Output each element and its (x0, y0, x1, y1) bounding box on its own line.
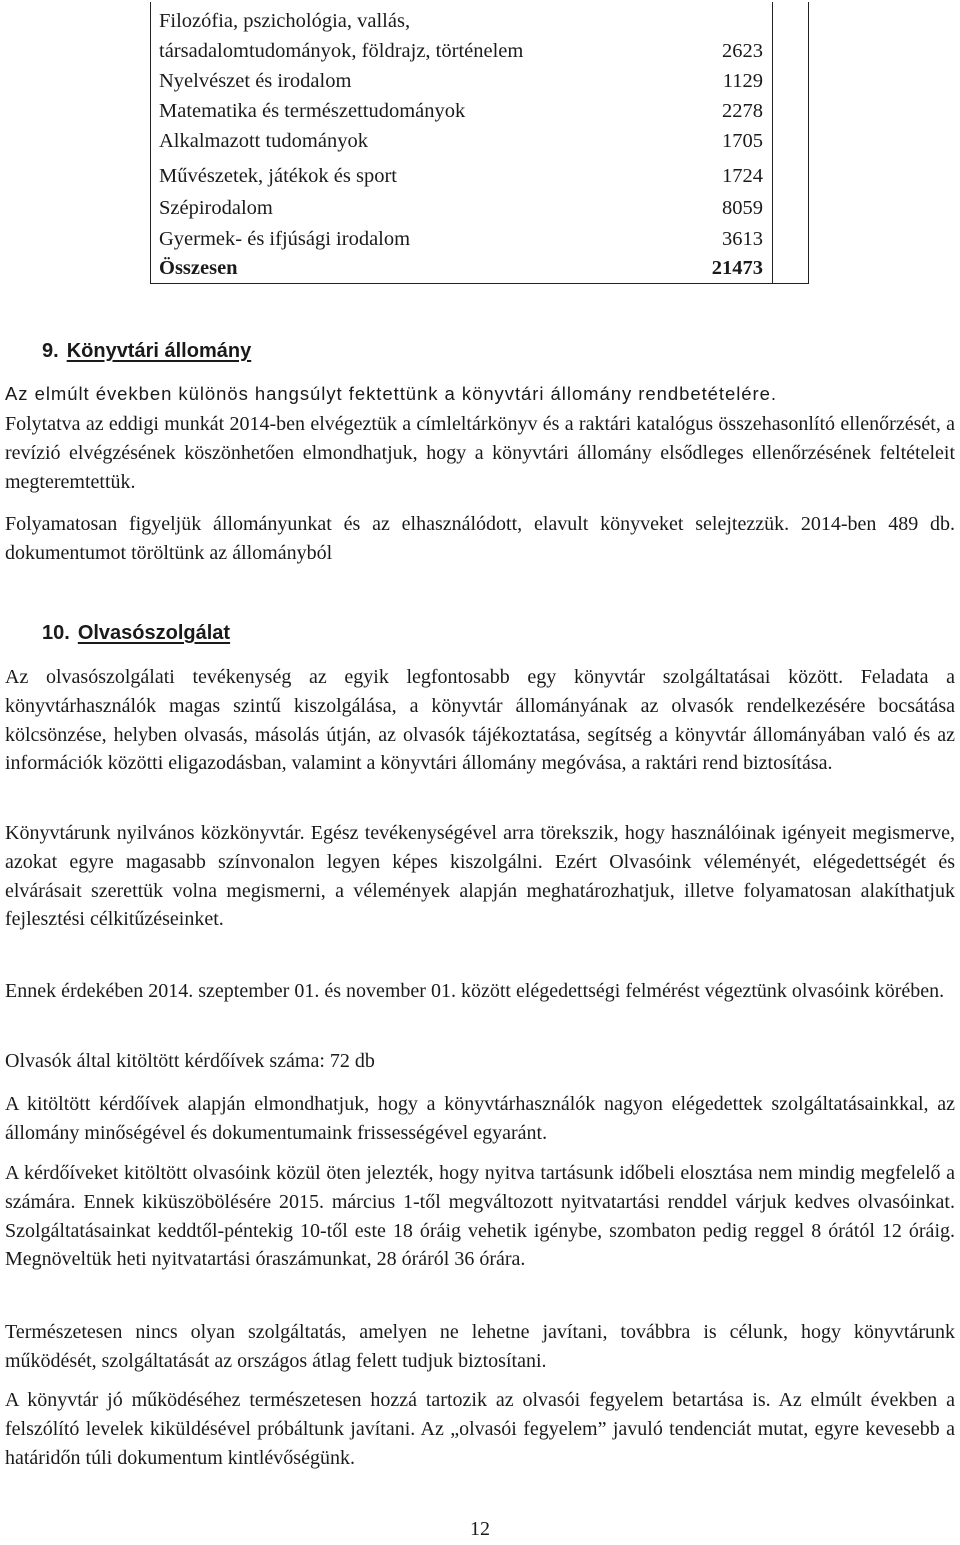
paragraph: A kitöltött kérdőívek alapján elmondhatjuk, hogy a könyvtárhasználók nagyon elégedettek szolgáltatásainkkal, az állomány minőségével és dokumentumaink frissességével egyaránt. (5, 1093, 955, 1144)
table-cell-category: Nyelvészet és irodalom (159, 70, 352, 92)
section-number: 9. (42, 340, 59, 362)
table-row (159, 224, 763, 254)
table-total-value: 21473 (711, 257, 763, 279)
paragraph: A könyvtár jó működéséhez természetesen hozzá tartozik az olvasói fegyelem betartása is. Az elmúlt években a felszólító levelek kiküldésével próbáltunk javítani. Az „olvasói fegyelem” javuló tendenciát mutat, egyre kevesebb a határidőn túli dokumentum kintlévőségünk. (5, 1389, 955, 1469)
table-cell-category: Gyermek- és ifjúsági irodalom (159, 228, 411, 250)
table-cell-category: Művészetek, játékok és sport (159, 165, 397, 187)
section-title: Könyvtári állomány (66, 340, 252, 362)
table-total-row (159, 253, 763, 283)
table-row (159, 126, 763, 156)
table-row (159, 66, 763, 96)
paragraph: Ennek érdekében 2014. szeptember 01. és november 01. között elégedettségi felmérést végeztünk olvasóink körében. (5, 980, 945, 1002)
table-row (159, 96, 763, 126)
paragraph: Az olvasószolgálati tevékenység az egyik legfontosabb egy könyvtár szolgáltatásai között. Feladata a könyvtárhasználók magas szintű kiszolgálása, a könyvtár állományának az olvasók rendelkezésére bocsátása kölcsönzése, helyben olvasás, másolás útján, az olvasók tájékoztatása, segítség a könyvtár állományában való és az információk közötti eligazodásban, valamint a könyvtári állomány megóvása, a raktári rend biztosítása. (5, 666, 955, 775)
table-cell-category: Filozófia, pszichológia, vallás, társadalomtudományok, földrajz, történelem (159, 10, 524, 62)
table-cell-category: Matematika és természettudományok (159, 100, 466, 122)
section-heading-10 (42, 622, 230, 645)
paragraph: A kérdőíveket kitöltött olvasóink közül öten jelezték, hogy nyitva tartásunk időbeli elosztása nem mindig megfelelő a számára. Ennek kiküszöbölésére 2015. március 1-től megváltozott nyitvatartási renddel várjuk kedves olvasóinkat. Szolgáltatásainkat keddtől-péntekig 10-től este 18 óráig vehetik igénybe, szombaton pedig reggel 8 órától 12 óráig. Megnöveltük heti nyitvatartási óraszámunkat, 28 óráról 36 órára. (5, 1162, 955, 1271)
section-title: Olvasószolgálat (77, 622, 231, 644)
paragraph: Folyamatosan figyeljük állományunkat és az elhasználódott, elavult könyveket selejtezzük. 2014-ben 489 db. dokumentumot töröltünk az állományból (5, 513, 955, 564)
paragraph: Az elmúlt években különös hangsúlyt fektettünk a könyvtári állomány rendbetételére. (5, 383, 777, 404)
paragraph: Folytatva az eddigi munkát 2014-ben elvégeztük a címleltárkönyv és a raktári katalógus összehasonlító ellenőrzését, a revízió elvégzésének köszönhetően elmondhatjuk, hogy a könyvtári állomány elsődleges ellenőrzésének feltételeit megteremtettük. (5, 413, 955, 493)
table-cell-value: 8059 (722, 197, 763, 219)
section-heading-9 (42, 340, 251, 363)
table-cell-value: 1705 (722, 130, 763, 152)
table-total-label: Összesen (159, 257, 238, 279)
table-row (159, 161, 763, 191)
section-number: 10. (42, 622, 70, 644)
paragraph: Könyvtárunk nyilvános közkönyvtár. Egész tevékenységével arra törekszik, hogy használóinak igényeit megismerve, azokat egyre magasabb színvonalon legyen képes kiszolgálni. Ezért Olvasóink véleményét, elégedettségét és elvárásait szerettük volna megismerni, a vélemények alapján meghatározhatjuk, illetve folyamatosan alakíthatjuk fejlesztési célkitűzéseinket. (5, 822, 955, 931)
table-cell-category: Szépirodalom (159, 197, 273, 219)
paragraph: Olvasók által kitöltött kérdőívek száma: 72 db (5, 1050, 375, 1072)
table-cell-value: 1724 (722, 165, 763, 187)
paragraph: Természetesen nincs olyan szolgáltatás, amelyen ne lehetne javítani, továbbra is célunk, hogy könyvtárunk működését, szolgáltatását az országos átlag felett tudjuk biztosítani. (5, 1321, 955, 1372)
table-column-divider (772, 2, 773, 283)
table-cell-value: 3613 (722, 228, 763, 250)
table-cell-value: 1129 (722, 70, 763, 92)
table-row (159, 6, 763, 66)
table-cell-value: 2623 (722, 40, 763, 62)
table-cell-category: Alkalmazott tudományok (159, 130, 368, 152)
table-row (159, 193, 763, 223)
table-cell-value: 2278 (722, 100, 763, 122)
collection-stats-table (150, 2, 809, 284)
page-number: 12 (470, 1518, 490, 1540)
